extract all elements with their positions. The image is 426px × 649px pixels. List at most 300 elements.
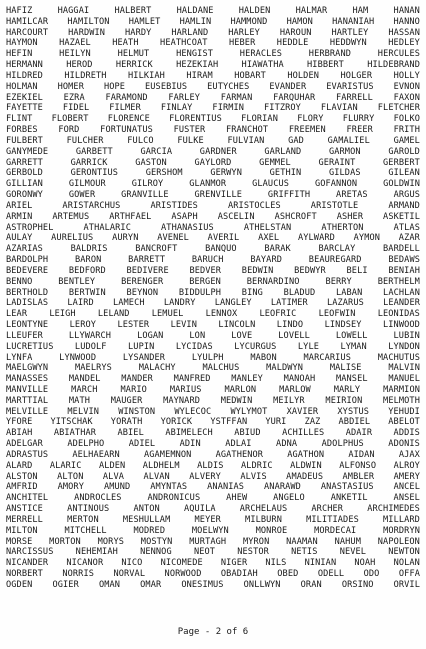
name-word: BARDELL [383,244,420,255]
name-line [6,168,420,179]
name-word: ARMAND [388,200,420,211]
name-word: BERRY [325,276,352,287]
name-line [6,342,420,353]
name-word: BARUCH [191,255,224,266]
name-word: AXEL [258,233,280,244]
name-word: MYRON [242,536,270,547]
name-word: MERTON [67,514,99,525]
name-word: GERONTIUS [70,168,119,179]
name-line [6,385,420,396]
name-word: ARISTOTLE [310,200,359,211]
name-word: MAYNARD [163,395,200,406]
name-word: ANSEL [393,493,420,504]
name-word: GERBOLD [6,168,43,179]
name-word: HEILYN [59,49,91,60]
name-word: ALVAN [143,471,170,482]
name-word: FREEMEN [288,125,326,136]
name-word: MEDWIN [220,395,253,406]
name-word: NICANDER [6,558,49,569]
name-word: MANVILLE [6,384,49,395]
name-word: ANDRONICUS [147,493,201,504]
name-word: HOLGER [340,70,373,81]
name-word: GRANVILLE [121,190,169,201]
name-word: MAELRYS [75,363,112,374]
name-word: HARLEY [228,27,260,38]
name-word: AMUND [103,482,131,493]
name-word: AURYN [112,233,139,244]
name-word: HAMILCAR [6,16,49,27]
name-word: HEZEKIAH [176,60,219,71]
name-word: ABIUD [234,428,261,439]
name-word: ODO [363,569,380,580]
name-word: HAYMON [6,38,38,49]
name-word: ARIEL [6,200,33,211]
name-word: FLINT [6,114,33,125]
name-word: ABDIEL [338,417,371,428]
name-word: BEDEVERE [6,265,49,276]
name-word: GILEAN [388,168,420,179]
name-word: ALDWIN [290,460,322,471]
name-word: MALCHUS [202,363,240,374]
name-word: ANASTASIUS [320,482,374,493]
name-line [6,558,420,569]
name-word: ANCEL [393,482,420,493]
name-word: ABIEL [117,428,144,439]
name-word: ADIEL [128,439,156,450]
name-word: MANDEL [68,374,101,385]
name-word: GARBETT [75,146,113,157]
name-word: NICO [121,558,143,569]
name-word: ARETAS [336,190,368,201]
name-word: MEILYR [273,395,305,406]
name-word: ARTHFAEL [109,211,152,222]
name-word: HAFIZ [6,6,33,16]
name-word: HIAWATHA [241,60,284,71]
name-word: BEDWYR [294,265,326,276]
name-word: LENNOX [205,309,238,320]
name-word: FLAVIAN [320,103,358,114]
name-word: LLYWARCH [68,330,112,341]
name-word: AMERY [393,471,420,482]
name-word: AGATHON [287,449,325,460]
name-word: FLOBERT [51,114,89,125]
name-word: HENGIST [176,49,213,60]
name-word: LYNDON [388,341,420,352]
name-line [6,60,420,71]
name-word: ANTINOUS [67,504,110,515]
name-word: NEHEMIAH [75,547,118,558]
name-word: GERSHOM [145,168,183,179]
name-line [6,537,420,548]
name-word: ATHELSTAN [243,222,292,233]
name-line [6,233,420,244]
name-word: ADNA [276,439,298,450]
name-word: NESTOR [237,547,269,558]
page-footer: Page - 2 of 6 [177,627,249,637]
name-word: LESTER [117,320,150,331]
name-word: NOLAN [393,558,420,569]
name-word: LYSANDER [122,352,166,363]
name-word: HAMLET [128,16,161,27]
name-word: HERRICK [115,60,153,71]
name-word: NEOT [193,547,216,558]
name-word: MALISE [329,363,362,374]
name-word: MARIO [120,384,147,395]
name-word: AVERIL [207,233,240,244]
name-word: AULAY [6,233,33,244]
name-word: ARMIN [6,211,33,222]
name-word: ALVA [102,471,125,482]
name-word: MELVILLE [6,406,49,417]
name-word: AMADEUS [286,471,324,482]
name-word: GARMON [328,146,361,157]
name-word: BEDWIN [241,265,274,276]
name-word: LAZARUS [326,298,364,309]
name-line [6,114,420,125]
name-word: NICANOR [66,558,104,569]
name-word: GAYLORD [194,157,232,168]
name-word: GRIFFITH [267,190,311,201]
name-word: ALVERY [189,471,221,482]
name-word: BERTHELM [377,276,420,287]
name-word: MILLARD [383,514,420,525]
name-word: ANTON [133,504,160,515]
name-word: NOAH [354,558,376,569]
name-word: LEONTYNE [6,320,49,331]
name-word: ALDIS [197,460,224,471]
name-word: AYLWARD [297,233,335,244]
name-word: WINSTON [118,406,156,417]
name-word: GARDNER [199,146,237,157]
name-word: GILDAS [328,168,361,179]
name-word: FORD [58,125,80,136]
name-word: GAD [288,135,304,146]
name-word: LELAND [97,309,130,320]
name-word: MILTON [6,525,38,536]
name-word: FARAMOND [105,92,148,103]
name-word: YORATH [110,417,143,428]
name-word: NORRIS [62,569,95,580]
name-word: AMBLER [342,471,375,482]
name-line [6,493,420,504]
name-word: HEDLEY [388,38,420,49]
name-word: LYMAN [340,341,367,352]
name-word: BERNARDINO [246,276,300,287]
name-word: GRENVILLE [194,190,242,201]
name-word: ADDIS [393,428,420,439]
name-word: MORDRYN [383,525,420,536]
name-word: MELMOTH [383,395,420,406]
name-word: LEANDER [383,298,420,309]
name-word: ANKETIL [330,493,368,504]
name-word: FORBES [6,125,38,136]
name-line [6,28,420,39]
name-word: GILROY [131,179,164,190]
name-word: HILDRED [6,70,43,81]
name-word: OMAR [140,579,162,590]
name-word: NEVEL [339,547,367,558]
name-word: YORICK [160,417,193,428]
name-word: HARDWIN [68,27,106,38]
name-word: OBADIAH [220,569,258,580]
name-line [6,125,420,136]
name-word: HEROD [66,60,93,71]
name-line [6,190,420,201]
name-line [6,223,420,234]
name-list [6,6,420,591]
name-word: GAROLD [388,146,420,157]
name-line [6,472,420,483]
name-word: LEAR [6,309,28,320]
name-line [6,407,420,418]
name-word: GEMMEL [259,157,291,168]
name-word: BENIAH [388,265,420,276]
name-word: LANGLEY [214,298,252,309]
name-word: ARCHELAUS [239,504,288,515]
name-word: HEBER [228,38,256,49]
name-word: MILITIADES [306,514,359,525]
name-line [6,147,420,158]
name-line [6,309,420,320]
name-word: NORVAL [113,569,146,580]
name-word: ALROY [393,460,420,471]
name-word: EZEKIEL [6,92,43,103]
name-word: GERWYN [210,168,242,179]
name-word: LYNFA [6,352,33,363]
name-word: LAMECH [112,298,145,309]
name-word: FORTUNATUS [100,125,153,136]
name-word: HARCOURT [6,27,49,38]
name-word: XYSTUS [337,406,370,417]
name-word: ASTROPHEL [6,222,54,233]
name-word: LEMUEL [151,309,184,320]
name-word: LUPIN [128,341,155,352]
name-word: ARISTARCHUS [62,200,121,211]
name-word: HERMANN [6,60,43,71]
name-line [6,526,420,537]
name-word: YSTFFAN [210,417,248,428]
name-word: BEDIVERE [126,265,169,276]
name-word: NIGER [220,558,248,569]
name-word: GARLAND [264,146,302,157]
name-word: HAM [352,6,369,16]
name-word: HAROUN [279,27,312,38]
name-word: BEYNON [126,287,159,298]
name-line [6,515,420,526]
name-word: FULCHER [66,135,104,146]
name-word: LINCOLN [218,320,256,331]
name-word: NENNOG [140,547,172,558]
name-word: ADIN [179,439,201,450]
name-word: HALDANE [176,6,214,16]
name-line [6,277,420,288]
name-word: NILS [265,558,287,569]
name-word: HARTLEY [331,27,369,38]
name-word: YITSCHAK [50,417,93,428]
name-word: ORVIL [393,579,420,590]
name-word: BEDFORD [68,265,106,276]
name-word: HEDDWYN [329,38,367,49]
name-word: NORBERT [6,569,43,580]
name-word: AMORY [57,482,84,493]
name-word: MORSE [6,536,33,547]
name-word: ADELPHO [67,439,105,450]
name-word: FRITH [393,125,420,136]
name-word: LOGAN [137,330,164,341]
name-line [6,482,420,493]
name-line [6,353,420,364]
name-line [6,374,420,385]
name-word: BELI [346,265,368,276]
name-line [6,331,420,342]
name-word: FIDEL [62,103,90,114]
name-word: ATHALARIC [83,222,131,233]
name-word: MANUEL [388,374,420,385]
name-word: NINIAN [304,558,337,569]
name-word: LANDRY [163,298,196,309]
name-word: ABELOT [388,417,420,428]
name-word: ABIAH [6,428,33,439]
name-word: AZARIAS [6,244,43,255]
name-word: AHEW [226,493,248,504]
name-word: HOBART [234,70,266,81]
name-line [6,158,420,169]
name-line [6,461,420,472]
name-word: MABON [250,352,277,363]
name-word: MALACHY [138,363,176,374]
name-word: LUCRETIUS [6,341,54,352]
name-word: FULKE [177,135,204,146]
name-word: ARISTOCLES [228,200,281,211]
name-word: FOLKO [393,114,420,125]
name-word: LOVELL [278,330,310,341]
name-line [6,428,420,439]
name-word: FAXON [393,92,420,103]
name-word: MITCHELL [64,525,107,536]
name-word: LEOFWIN [318,309,356,320]
name-word: ATHANASIUS [161,222,214,233]
name-word: ADLAI [225,439,252,450]
name-word: MACHUTUS [377,352,420,363]
name-word: ARGUS [393,190,420,201]
name-word: FUSTER [173,125,206,136]
name-word: MARCH [71,384,98,395]
name-line [6,6,420,17]
name-word: FLETCHER [377,103,420,114]
name-word: FARLEY [168,92,200,103]
name-word: FLORY [297,114,324,125]
name-word: LEIGH [49,309,76,320]
name-word: ASAPH [171,211,198,222]
name-word: HELMUT [117,49,150,60]
name-word: MORTON [49,536,81,547]
name-word: BANQUO [205,244,237,255]
name-word: BANCROFT [135,244,178,255]
name-word: FARQUHAR [273,92,316,103]
name-word: BERGEN [189,276,221,287]
name-word: OGDEN [6,579,33,590]
name-word: LYCIDAS [175,341,213,352]
name-word: HOLDEN [287,70,319,81]
name-word: MANLEY [231,374,263,385]
name-word: LEONIDAS [377,309,420,320]
name-word: HASSAN [388,27,420,38]
name-word: HILDEBRAND [367,60,420,71]
name-word: EUTYCHES [207,81,250,92]
name-word: EVARISTUS [326,81,374,92]
name-word: FLORENCE [107,114,150,125]
name-word: LEOFRIC [259,309,297,320]
name-word: ABIMELECH [165,428,213,439]
name-word: ALARIC [49,460,82,471]
name-word: GARRETT [6,157,43,168]
name-word: LACHLAN [383,287,420,298]
name-word: ANSTICE [6,504,43,515]
name-word: ALDRIC [240,460,273,471]
name-word: HIRAM [186,70,213,81]
name-word: HERACLES [239,49,282,60]
name-word: HARLAND [171,27,209,38]
name-word: BARCLAY [318,244,356,255]
name-word: BEAUREGARD [308,255,362,266]
name-word: BERTWIN [68,287,106,298]
name-word: NAHUM [334,536,361,547]
name-word: GOFANNON [314,179,358,190]
name-word: GLAUCUS [252,179,290,190]
name-word: MANASSES [6,374,49,385]
name-word: AMYNTAS [150,482,188,493]
name-line [6,136,420,147]
name-word: FRANCHOT [225,125,269,136]
name-word: HAZAEL [59,38,91,49]
name-line [6,417,420,428]
name-line [6,320,420,331]
name-word: YFORE [6,417,33,428]
name-word: AVENEL [157,233,189,244]
name-word: BERTHOLD [6,287,49,298]
name-word: HOPE [103,81,126,92]
name-word: WYLECOC [174,406,212,417]
name-word: YEHUDI [388,406,420,417]
name-word: FLURRY [342,114,375,125]
name-line [6,439,420,450]
name-word: NETIS [291,547,318,558]
name-word: LINDSEY [324,320,362,331]
name-word: LUBIN [393,330,420,341]
name-word: MURTAGH [189,536,227,547]
name-word: HEATHCOAT [160,38,208,49]
name-line [6,38,420,49]
name-word: LUDOLF [74,341,107,352]
name-word: EVANDER [269,81,307,92]
name-word: HOMER [57,81,84,92]
name-word: HANNO [393,16,420,27]
name-word: XAVIER [286,406,319,417]
name-word: BERENGER [121,276,164,287]
name-word: ARTEMUS [52,211,90,222]
name-word: GASTON [135,157,167,168]
name-word: HIBBERT [307,60,344,71]
name-word: HERCULES [377,49,420,60]
name-word: HEDDLE [276,38,309,49]
name-word: ADOLPHUS [321,439,364,450]
name-word: HAGGAI [57,6,90,16]
name-word: GANYMEDE [6,146,49,157]
name-word: ONESIMUS [181,579,224,590]
name-word: ATLAS [393,222,420,233]
name-word: ATHERTON [321,222,364,233]
name-word: LYCURGUS [234,341,277,352]
